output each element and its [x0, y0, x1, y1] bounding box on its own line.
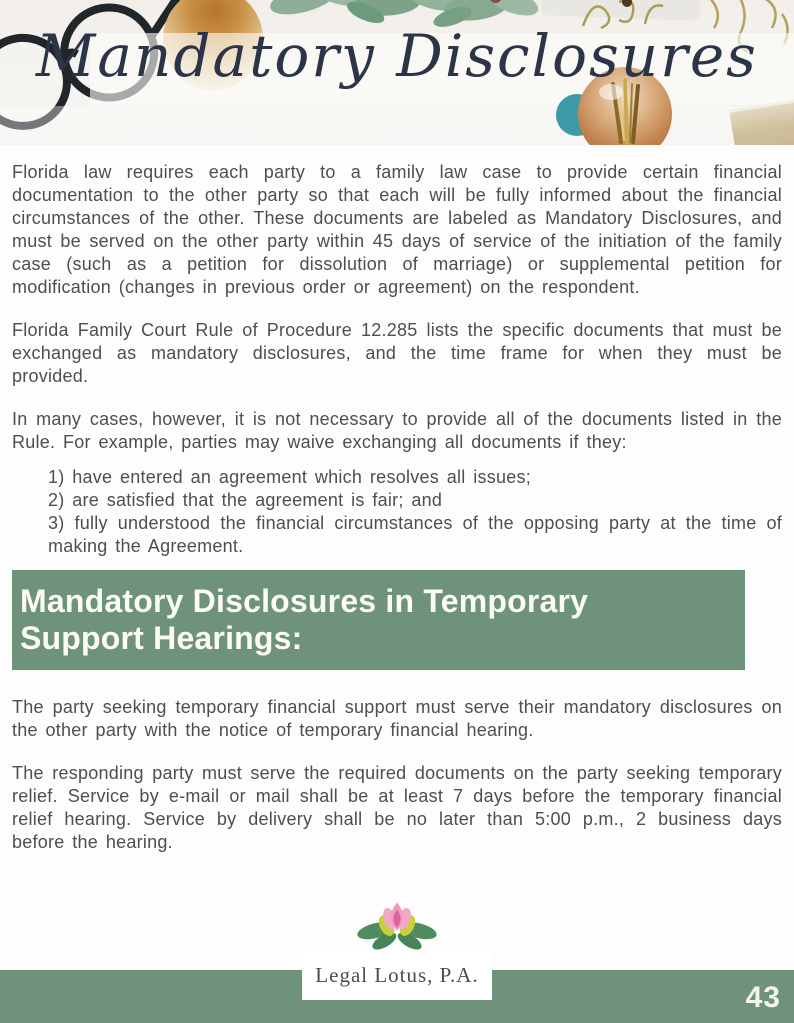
page-number: 43 — [745, 981, 781, 1014]
header-photo-banner — [0, 0, 794, 145]
body-paragraph-2: Florida Family Court Rule of Procedure 12.285 lists the specific documents that must be exchanged as mandatory disclosures, and the time frame for when they must be provided. — [12, 320, 782, 386]
body-paragraph-5: The responding party must serve the required documents on the party seeking temporary relief. Service by e-mail or mail shall be at least 7 days before the temporary financial relief hearing. Service by delivery shall be no later than 5:00 p.m., 2 business days before the hearing. — [12, 763, 782, 852]
body-paragraph-3-intro: In many cases, however, it is not necessary to provide all of the documents listed in the Rule. For example, parties may waive exchanging all documents if they: — [12, 409, 782, 452]
section-heading-banner — [12, 570, 745, 670]
logo-text: Legal Lotus, P.A. — [315, 962, 479, 987]
body-content — [0, 145, 794, 854]
body-paragraph-4: The party seeking temporary financial support must serve their mandatory disclosures on the other party with the notice of temporary financial hearing. — [12, 697, 782, 740]
list-item-2: 2) are satisfied that the agreement is fair; and — [48, 490, 443, 510]
body-paragraph-1: Florida law requires each party to a family law case to provide certain financial documentation to the other party so that each will be fully informed about the financial circumstances of the other. These documents are labeled as Mandatory Disclosures, and must be served on the other party within 45 days of service of the initiation of the family case (such as a petition for dissolution of marriage) or supplemental petition for modification (changes in previous order or agreement) on the respondent. — [12, 162, 782, 297]
list-item-3: 3) fully understood the financial circumstances of the opposing party at the time of making the Agreement. — [48, 513, 782, 556]
lotus-flower-icon — [355, 901, 439, 953]
section-heading: Mandatory Disclosures in Temporary Support Hearings: — [20, 583, 589, 656]
logo-box — [302, 950, 492, 1000]
list-item-1: 1) have entered an agreement which resolves all issues; — [48, 467, 531, 487]
page-title-script: Mandatory Disclosures — [36, 22, 758, 90]
